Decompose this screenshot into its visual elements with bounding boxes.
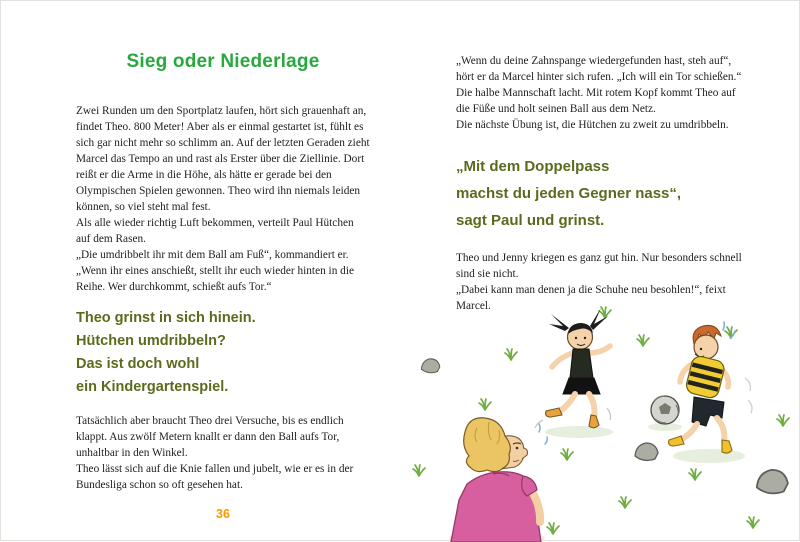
left-page-text-top [76, 103, 370, 295]
paragraph: Theo und Jenny kriegen es ganz gut hin. Nur besonders schnell sind sie nicht. [456, 252, 742, 280]
emphasis-line: Hütchen umdribbeln? [76, 333, 226, 349]
paragraph: Theo lässt sich auf die Knie fallen und jubelt, wie er es in der Bundesliga schon so oft gesehen hat. [76, 463, 354, 491]
right-page [456, 53, 750, 314]
child-girl [535, 308, 611, 428]
emphasis-line: Das ist doch wohl [76, 356, 200, 372]
emphasis-line: sagt Paul und grinst. [456, 212, 605, 229]
emphasis-line: „Mit dem Doppelpass [456, 158, 610, 175]
chapter-title: Sieg oder Niederlage [126, 51, 320, 72]
emphasis-block-right [456, 153, 750, 234]
paragraph: Die halbe Mannschaft lacht. Mit rotem Kopf kommt Theo auf die Füße und holt seinen Ball aus dem Netz. [456, 87, 736, 115]
emphasis-line: machst du jeden Gegner nass“, [456, 185, 682, 202]
paragraph: Die nächste Übung ist, die Hütchen zu zweit zu umdribbeln. [456, 119, 729, 131]
left-page [76, 51, 370, 542]
emphasis-block-left [76, 307, 370, 399]
paragraph: Zwei Runden um den Sportplatz laufen, hört sich grauenhaft an, findet Theo. 800 Meter! Aber als er einmal gestartet ist, fühlt es sich gar nicht mehr so schlimm an. Auf der letzten Geraden zieht Marcel das Tempo an und rast als Erster über die Ziellinie. Dort reißt er die Arme in die Höhe, als hätte er gerade bei den Olympischen Spielen gewonnen. Theo wird ihn niemals leiden können, so viel steht mal fest. [76, 105, 370, 213]
children-soccer-illustration [393, 304, 797, 542]
child-boy [669, 322, 752, 453]
paragraph: „Die umdribbelt ihr mit dem Ball am Fuß“, kommandiert er. „Wenn ihr eines anschießt, stellt ihr euch wieder hinten in die Reihe. Wer durchkommt, schießt aufs Tor.“ [76, 249, 354, 293]
paragraph: Als alle wieder richtig Luft bekommen, verteilt Paul Hütchen auf dem Rasen. [76, 217, 354, 245]
paragraph: „Dabei kann man denen ja die Schuhe neu besohlen!“, feixt Marcel. [456, 284, 726, 312]
right-page-text-top [456, 53, 750, 133]
child-pink [451, 418, 547, 542]
soccer-ball [651, 396, 679, 424]
emphasis-line: ein Kindergartenspiel. [76, 379, 229, 395]
paragraph: „Wenn du deine Zahnspange wiedergefunden hast, steh auf“, hört er da Marcel hinter sich rufen. „Ich will ein Tor schießen.“ [456, 55, 742, 83]
emphasis-line: Theo grinst in sich hinein. [76, 310, 256, 326]
paragraph: Tatsächlich aber braucht Theo drei Versuche, bis es endlich klappt. Aus zwölf Metern knallt er dann den Ball aufs Tor, unhaltbar in den Winkel. [76, 415, 344, 459]
left-page-text-bottom [76, 413, 370, 493]
page-number: 36 [216, 507, 230, 521]
